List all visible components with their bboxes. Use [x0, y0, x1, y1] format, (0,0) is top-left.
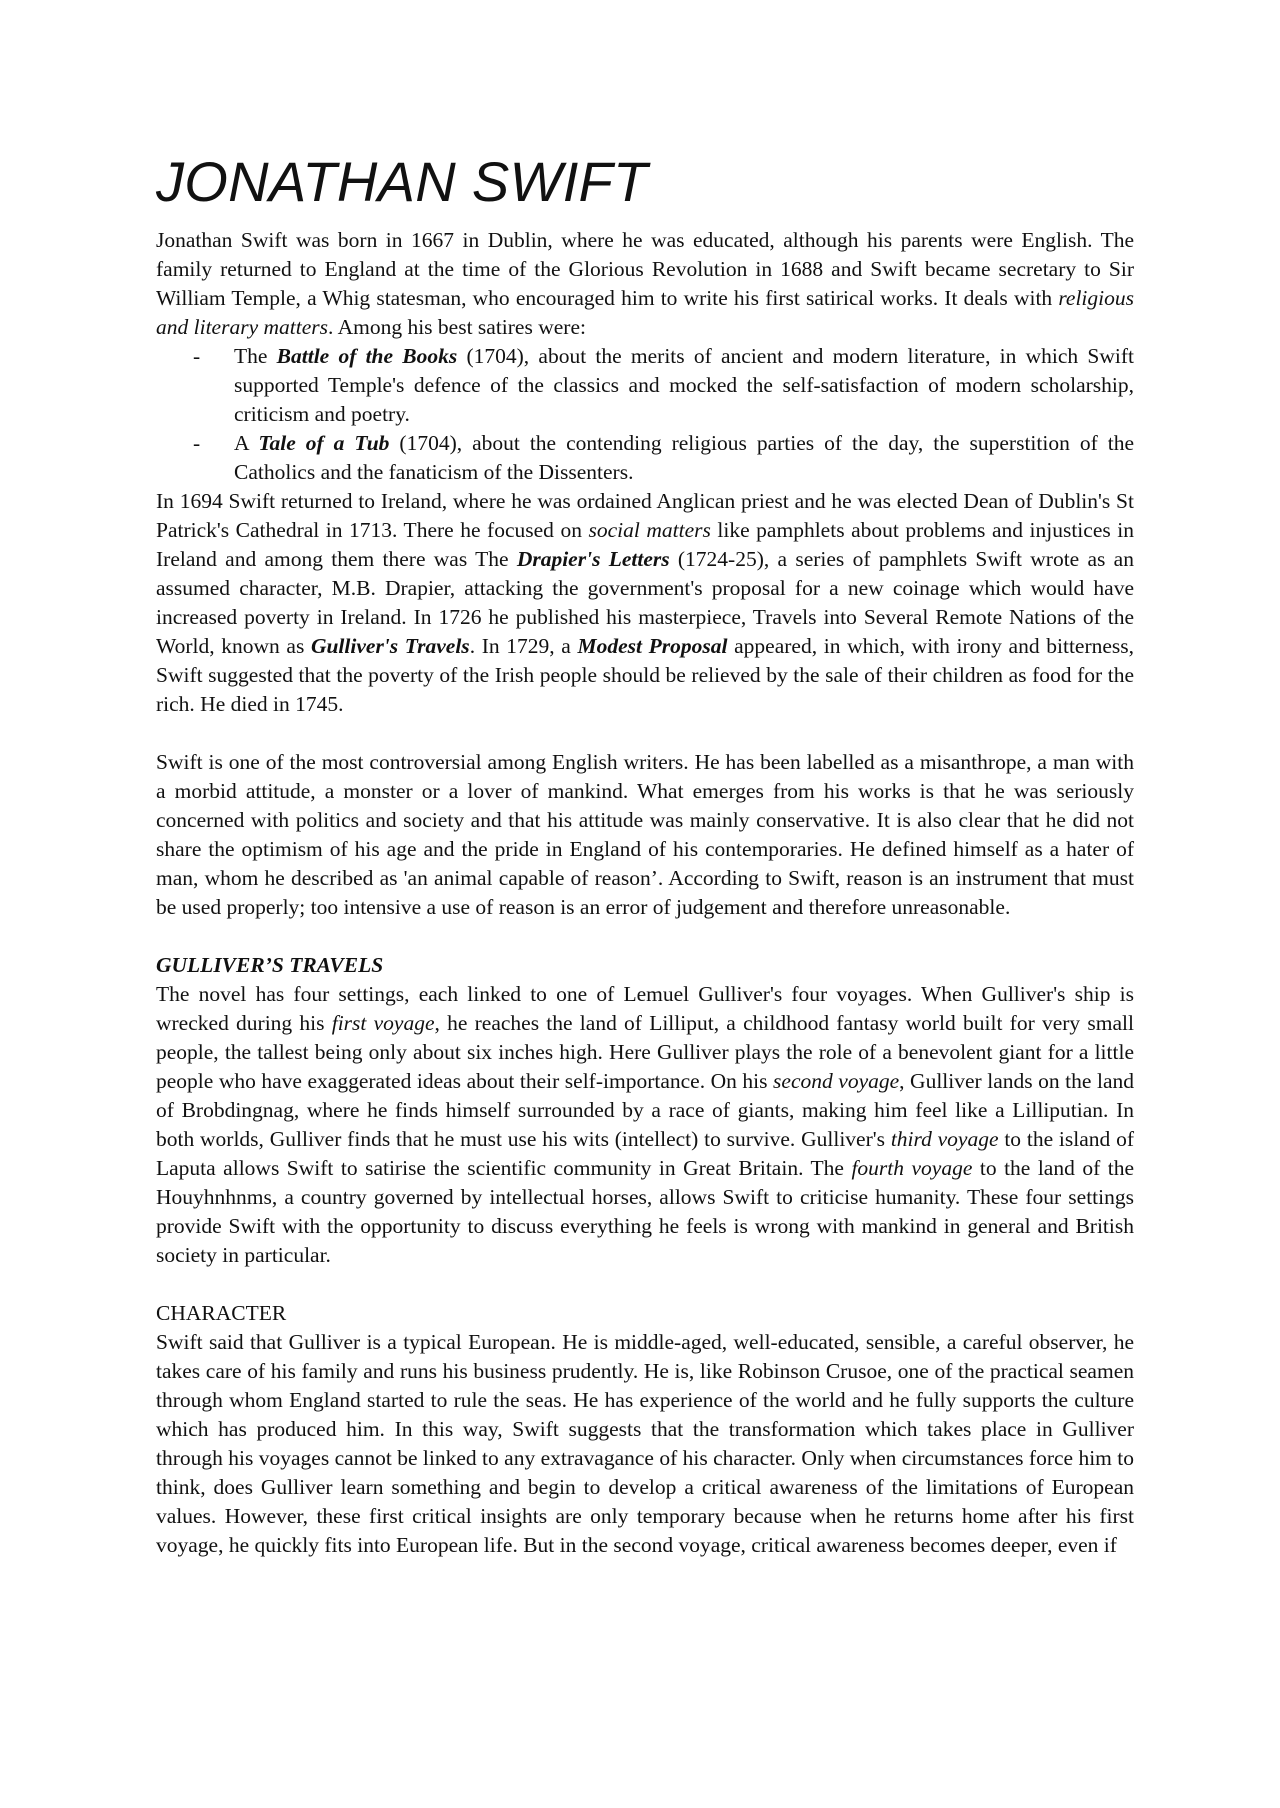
- bio-text-1: In 1694 Swift returned to Ireland, where he was ordained Anglican priest and he was elected Dean of Dublin's St Patrick's Cathedral in 1713. There he focused on: [156, 489, 1134, 542]
- character-paragraph: Swift said that Gulliver is a typical European. He is middle-aged, well-educated, sensible, a careful observer, he takes care of his family and runs his business prudently. He is, like Robinson Crusoe, one of the practical seamen through whom England started to rule the seas. He has experience of the world and he fully supports the culture which has produced him. In this way, Swift suggests that the transformation which takes place in Gulliver through his voyages cannot be linked to any extravagance of his character. Only when circumstances force him to think, does Gulliver learn something and begin to develop a critical awareness of the limitations of European values. However, these first critical insights are only temporary because when he returns home after his first voyage, he quickly fits into European life. But in the second voyage, critical awareness becomes deeper, even if: [156, 1330, 1134, 1557]
- document-page: [156, 150, 1134, 1560]
- gulliver-text-5: to the land of the Houyhnhnms, a country governed by intellectual horses, allows Swift to criticise humanity. These four settings provide Swift with the opportunity to discuss everything he feels is wrong with mankind in general and British society in particular.: [156, 1156, 1134, 1267]
- intro-emphasis: religious and literary matters: [156, 286, 1134, 339]
- intro-text-1: Jonathan Swift was born in 1667 in Dublin, where he was educated, although his parents were English. The family returned to England at the time of the Glorious Revolution in 1688 and Swift became secretary to Sir William Temple, a Whig statesman, who encouraged him to write his first satirical works. It deals with: [156, 228, 1134, 310]
- work-title: Tale of a Tub: [258, 431, 390, 455]
- bio-emphasis: social matters: [588, 518, 711, 542]
- gulliver-text-4: to the island of Laputa allows Swift to satirise the scientific community in Great Britain. The: [156, 1127, 1134, 1180]
- list-item: [193, 342, 1134, 429]
- bio-text-2: like pamphlets about problems and injustices in Ireland and among them there was The: [156, 518, 1134, 571]
- gulliver-text-1: The novel has four settings, each linked to one of Lemuel Gulliver's four voyages. When Gulliver's ship is wrecked during his: [156, 982, 1134, 1035]
- list-item-pre: A: [234, 431, 259, 455]
- controversy-paragraph: Swift is one of the most controversial among English writers. He has been labelled as a misanthrope, a man with a morbid attitude, a monster or a lover of mankind. What emerges from his works is that he was seriously concerned with politics and society and that his attitude was mainly conservative. It is also clear that he did not share the optimism of his age and the pride in England of his contemporaries. He defined himself as a hater of man, whom he described as 'an animal capable of reason’. According to Swift, reason is an instrument that must be used properly; too intensive a use of reason is an error of judgement and therefore unreasonable.: [156, 750, 1134, 919]
- bio-text-3: (1724-25), a series of pamphlets Swift wrote as an assumed character, M.B. Drapier, attacking the government's proposal for a new coinage which would have increased poverty in Ireland. In 1726 he published his masterpiece, Travels into Several Remote Nations of the World, known as: [156, 547, 1134, 658]
- intro-paragraph: [156, 226, 1134, 342]
- biography-paragraph: [156, 487, 1134, 719]
- work-title: Modest Proposal: [577, 634, 728, 658]
- intro-text-2: . Among his best satires were:: [328, 315, 586, 339]
- section-heading-character: CHARACTER: [156, 1301, 287, 1325]
- section-heading-gullivers-travels: GULLIVER’S TRAVELS: [156, 953, 384, 977]
- list-dash: -: [193, 344, 201, 368]
- voyage-emphasis: first voyage: [331, 1011, 435, 1035]
- bio-text-5: appeared, in which, with irony and bitterness, Swift suggested that the poverty of the Irish people should be relieved by the sale of their children as food for the rich. He died in 1745.: [156, 634, 1135, 716]
- gulliver-text-2: , he reaches the land of Lilliput, a childhood fantasy world built for very small people, the tallest being only about six inches high. Here Gulliver plays the role of a benevolent giant for a little people who have exaggerated ideas about their self-importance. On his: [156, 1011, 1134, 1093]
- list-item-post: (1704), about the merits of ancient and modern literature, in which Swift supported Temple's defence of the classics and mocked the self-satisfaction of modern scholarship, criticism and poetry.: [234, 344, 1134, 426]
- list-item-post: (1704), about the contending religious parties of the day, the superstition of the Catholics and the fanaticism of the Dissenters.: [234, 431, 1134, 484]
- list-item: [193, 429, 1134, 487]
- paragraph-spacer: [156, 922, 1134, 951]
- satires-list: [156, 342, 1134, 487]
- work-title: Battle of the Books: [276, 344, 458, 368]
- list-item-pre: The: [234, 344, 277, 368]
- gulliver-text-3: , Gulliver lands on the land of Brobdingnag, where he finds himself surrounded by a race of giants, making him feel like a Lilliputian. In both worlds, Gulliver finds that he must use his wits (intellect) to survive. Gulliver's: [156, 1069, 1134, 1151]
- page-title: JONATHAN SWIFT: [156, 150, 648, 213]
- voyage-emphasis: second voyage: [773, 1069, 900, 1093]
- gullivers-travels-paragraph: [156, 980, 1134, 1270]
- voyage-emphasis: third voyage: [890, 1127, 999, 1151]
- paragraph-spacer: [156, 1270, 1134, 1299]
- paragraph-spacer: [156, 719, 1134, 748]
- work-title: Drapier's Letters: [516, 547, 670, 571]
- work-title: Gulliver's Travels: [310, 634, 470, 658]
- voyage-emphasis: fourth voyage: [851, 1156, 973, 1180]
- bio-text-4: . In 1729, a: [469, 634, 578, 658]
- list-dash: -: [193, 431, 201, 455]
